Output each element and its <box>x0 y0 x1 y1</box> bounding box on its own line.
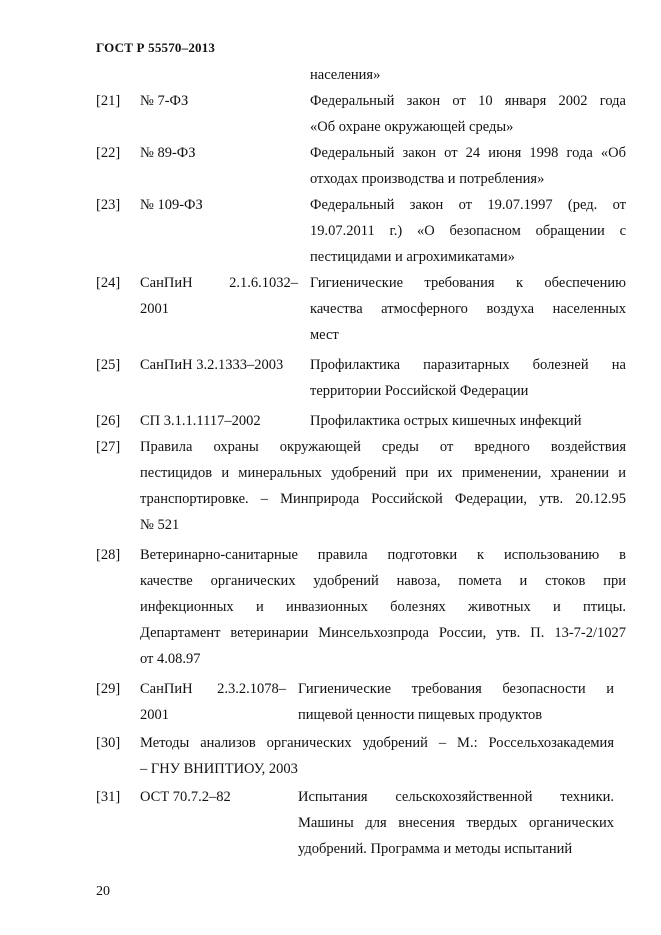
reference-code <box>140 676 286 728</box>
text-line: Ветеринарно-санитарные правила подготовки к использованию в <box>140 547 626 563</box>
reference-full-text <box>140 730 614 782</box>
document-header: ГОСТ Р 55570–2013 <box>96 40 216 55</box>
reference-number: [30] <box>96 735 121 751</box>
description-line: Гигиенические требования к обеспечению <box>310 275 626 291</box>
reference-number: [25] <box>96 357 121 373</box>
text-line: Методы анализов органических удобрений – М.: Россельхозакадемия <box>140 735 614 751</box>
reference-description <box>310 352 626 404</box>
reference-full-text <box>140 542 626 672</box>
reference-code: ОСТ 70.7.2–82 <box>140 789 231 805</box>
text-line: пестицидов и минеральных удобрений при их применении, хранении и <box>140 465 626 481</box>
description-line: Гигиенические требования безопасности и <box>298 681 614 697</box>
reference-number: [21] <box>96 93 121 109</box>
reference-number: [29] <box>96 681 121 697</box>
reference-number: [26] <box>96 413 121 429</box>
page-number: 20 <box>96 884 110 899</box>
description-line: территории Российской Федерации <box>310 383 529 399</box>
reference-code: № 89-ФЗ <box>140 145 196 161</box>
reference-description <box>310 408 626 434</box>
reference-number: [28] <box>96 547 121 563</box>
description-line: Испытания сельскохозяйственной техники. <box>298 789 614 805</box>
description-line: пищевой ценности пищевых продуктов <box>298 707 543 723</box>
code-line: СанПиН 2.1.6.1032– <box>140 275 298 291</box>
reference-full-text <box>140 434 626 538</box>
reference-code: СП 3.1.1.1117–2002 <box>140 413 261 429</box>
description-line: качества атмосферного воздуха населенных <box>310 301 626 317</box>
reference-description <box>310 270 626 348</box>
text-line: Департамент ветеринарии Минсельхозпрода России, утв. П. 13-7-2/1027 <box>140 625 626 641</box>
continuation-text: населения» <box>310 67 381 83</box>
description-line: Федеральный закон от 24 июня 1998 года «Об <box>310 145 626 161</box>
text-line: от 4.08.97 <box>140 651 201 667</box>
reference-description <box>298 676 614 728</box>
reference-number: [31] <box>96 789 121 805</box>
text-line: инфекционных и инвазионных болезнях животных и птицы. <box>140 599 626 615</box>
description-line: мест <box>310 327 339 343</box>
description-line: Машины для внесения твердых органических <box>298 815 614 831</box>
code-line: СанПиН 2.3.2.1078– <box>140 681 286 697</box>
reference-code: СанПиН 3.2.1333–2003 <box>140 357 284 373</box>
reference-code: № 109-ФЗ <box>140 197 203 213</box>
reference-number: [24] <box>96 275 121 291</box>
reference-description <box>310 88 626 140</box>
reference-description <box>310 140 626 192</box>
text-line: – ГНУ ВНИПТИОУ, 2003 <box>140 761 298 777</box>
description-line: 19.07.2011 г.) «О безопасном обращении с <box>310 223 626 239</box>
description-line: Профилактика паразитарных болезней на <box>310 357 626 373</box>
code-line: 2001 <box>140 707 169 723</box>
description-line: Федеральный закон от 19.07.1997 (ред. от <box>310 197 626 213</box>
description-line: Профилактика острых кишечных инфекций <box>310 413 582 429</box>
text-line: качестве органических удобрений навоза, помета и стоков при <box>140 573 626 589</box>
reference-code: № 7-ФЗ <box>140 93 189 109</box>
description-line: Федеральный закон от 10 января 2002 года <box>310 93 626 109</box>
reference-number: [22] <box>96 145 121 161</box>
reference-description <box>298 784 614 862</box>
reference-number: [23] <box>96 197 121 213</box>
description-line: пестицидами и агрохимикатами» <box>310 249 515 265</box>
description-line: удобрений. Программа и методы испытаний <box>298 841 573 857</box>
reference-code <box>140 270 298 322</box>
code-line: 2001 <box>140 301 169 317</box>
description-line: отходах производства и потребления» <box>310 171 545 187</box>
text-line: транспортировке. – Минприрода Российской Федерации, утв. 20.12.95 <box>140 491 626 507</box>
reference-description <box>310 192 626 270</box>
text-line: № 521 <box>140 517 180 533</box>
description-line: «Об охране окружающей среды» <box>310 119 514 135</box>
text-line: Правила охраны окружающей среды от вредного воздействия <box>140 439 626 455</box>
reference-number: [27] <box>96 439 121 455</box>
